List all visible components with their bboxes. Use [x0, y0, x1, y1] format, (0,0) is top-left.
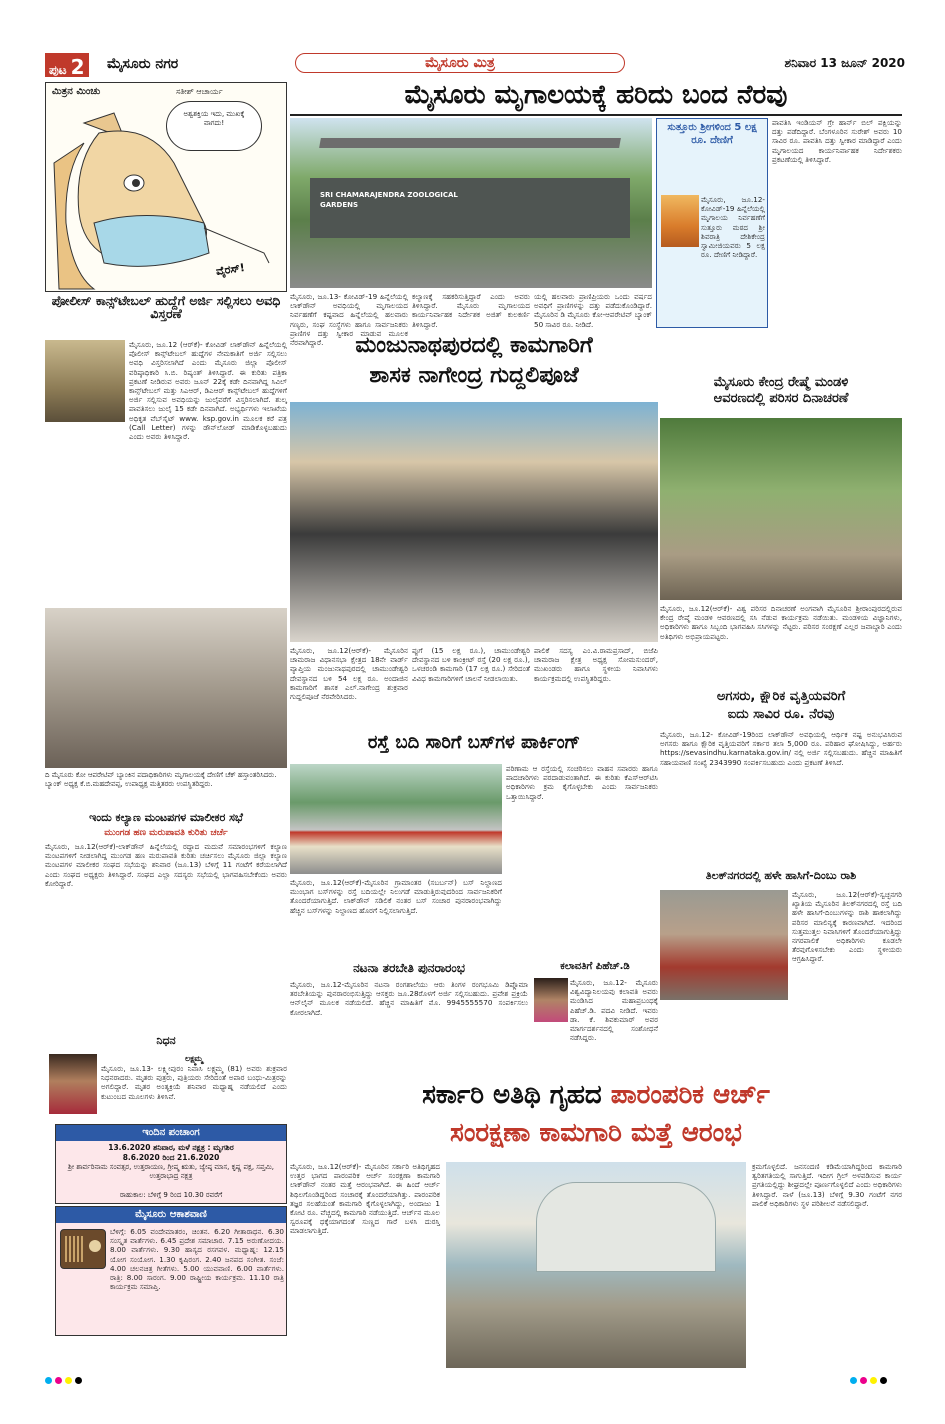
phd-article: [532, 962, 658, 1072]
radio-body: ಬೆಳಿಗ್ಗೆ: 6.05 ವಂದೇಮಾತರಂ, ಚಿಂತನ. 6.20 ಗೀತಾರಾಧನ. 6.30 ಸಂಸ್ಕೃತ ವಾರ್ತೆಗಳು. 6.45 ಪ್ರದೇಶ ಸಮಾಚಾರ. 7.15 ಅರುಣೋದಯ. 8.00 ವಾರ್ತೆಗಳು. 9.30 ಹಾಸ್ಯದ ರಸಗವಳ. ಮಧ್ಯಾಹ್ನ: 12.15 ಯೋಗ ಸಂಯೋಗ. 1.30 ಕೃಷಿರಂಗ. 2.40 ಜನಪದ ಸಂಗೀತ. ಸಂಜೆ: 4.00 ಚಲನಚಿತ್ರ ಗೀತೆಗಳು. 5.00 ಯುವವಾಣಿ. 6.00 ವಾರ್ತೆಗಳು. ರಾತ್ರಿ: 8.00 ಸಾರಂಗ. 9.00 ರಾಷ್ಟ್ರೀಯ ಕಾರ್ಯಕ್ರಮ. 11.10 ರಾತ್ರಿ ಕಾರ್ಯಕ್ರಮ ಸಮಾಪ್ತಿ.: [110, 1227, 284, 1292]
zoo-body-1: ಮೈಸೂರು, ಜೂ.13- ಕೋವಿಡ್-19 ಹಿನ್ನೆಲೆಯಲ್ಲಿ ಲಾಕ್‌ಡೌನ್ ಅವಧಿಯಲ್ಲಿ ಮೃಗಾಲಯದ ನಿರ್ವಹಣೆಗೆ ಕಷ್ಟವಾದ ಹಿನ್ನೆಲೆಯಲ್ಲಿ ಹಲವಾರು ಗಣ್ಯರು, ಸಂಘ ಸಂಸ್ಥೆಗಳು ಹಾಗೂ ಸಾರ್ವಜನಿಕರು ಪ್ರಾಣಿಗಳ ದತ್ತು ಸ್ವೀಕಾರ ಮಾಡುವ ಮೂಲಕ ನೆರವಾಗಿದ್ದಾರೆ.: [290, 292, 408, 348]
arch-article: [290, 1082, 902, 1372]
phd-body: ಮೈಸೂರು, ಜೂ.12- ಮೈಸೂರು ವಿಶ್ವವಿದ್ಯಾನಿಲಯವು ಕಲಾವತಿ ಅವರು ಮಂಡಿಸಿದ ಮಹಾಪ್ರಬಂಧಕ್ಕೆ ಪಿಹೆಚ್.ಡಿ. ಪದವಿ ನೀಡಿದೆ. ಇವರು ಡಾ. ಕೆ. ಶಿವಕುಮಾರ್ ಅವರ ಮಾರ್ಗದರ್ಶನದಲ್ಲಿ ಸಂಶೋಧನೆ ನಡೆಸಿದ್ದರು.: [570, 978, 658, 1043]
arch-headline-black: ಸರ್ಕಾರಿ ಅತಿಥಿ ಗೃಹದ: [422, 1080, 602, 1110]
kalyana-subhead: ಮುಂಗಡ ಹಣ ಮರುಪಾವತಿ ಕುರಿತು ಚರ್ಚೆ: [104, 828, 228, 838]
suttur-body: ಮೈಸೂರು, ಜೂ.12- ಕೋವಿಡ್-19 ಹಿನ್ನೆಲೆಯಲ್ಲಿ ಮೃಗಾಲಯ ನಿರ್ವಹಣೆಗೆ ಸುತ್ತೂರು ಮಠದ ಶ್ರೀ ಶಿವರಾತ್ರಿ ದೇಶಿಕೇಂದ್ರ ಸ್ವಾಮೀಜಿಯವರು 5 ಲಕ್ಷ ರೂ. ದೇಣಿಗೆ ನೀಡಿದ್ದಾರೆ.: [701, 195, 765, 260]
cartoon-title: ಮಿತ್ರನ ಮಿಂಚು: [52, 86, 101, 97]
environment-photo: [660, 418, 902, 600]
zoo-headline: ಮೈಸೂರು ಮೃಗಾಲಯಕ್ಕೆ ಹರಿದು ಬಂದ ನೆರವು: [404, 80, 788, 110]
environment-headline-2: ಆವರಣದಲ್ಲಿ ಪರಿಸರ ದಿನಾಚರಣೆ: [713, 391, 849, 406]
obituary-portrait: [49, 1054, 97, 1114]
page-header: [45, 50, 905, 80]
barbers-headline-2: ಐದು ಸಾವಿರ ರೂ. ನೆರವು: [727, 707, 835, 722]
bus-photo: [290, 764, 502, 874]
manjunath-body-3: ಪಾಲಿಕೆ ಸದಸ್ಯ ಎಂ.ವಿ.ರಾಮಪ್ರಸಾದ್, ಬಿಜೆಪಿ ಚಾಮರಾಜ ಕ್ಷೇತ್ರ ಅಧ್ಯಕ್ಷ ಸೋಮಸುಂದರ್, ಮುಖಂಡರು ಹಾಗೂ ಸ್ಥಳೀಯ ನಿವಾಸಿಗಳು ಕಾರ್ಯಕ್ರಮದಲ್ಲಿ ಉಪಸ್ಥಿತರಿದ್ದರು.: [534, 646, 658, 683]
arch-headline-2: ಸಂರಕ್ಷಣಾ ಕಾಮಗಾರಿ ಮತ್ತೆ ಆರಂಭ: [450, 1118, 742, 1148]
page-number-badge: [45, 53, 89, 77]
radio-box: [55, 1206, 287, 1336]
police-headline: ಪೋಲೀಸ್ ಕಾನ್ಸ್‌ಟೇಬಲ್ ಹುದ್ದೆಗೆ ಅರ್ಜಿ ಸಲ್ಲಿಸಲು ಅವಧಿ ವಿಸ್ತರಣೆ: [51, 293, 281, 322]
barbers-headline-1: ಅಗಸರು, ಕ್ಷೌರಿಕ ವೃತ್ತಿಯವರಿಗೆ: [716, 689, 846, 704]
environment-body: ಮೈಸೂರು, ಜೂ.12(ಆರ್‌ಕೆ)- ವಿಶ್ವ ಪರಿಸರ ದಿನಾಚರಣೆ ಅಂಗವಾಗಿ ಮೈಸೂರಿನ ಶ್ರೀರಾಂಪುರದಲ್ಲಿರುವ ಕೇಂದ್ರ ರೇಷ್ಮೆ ಮಂಡಳಿ ಆವರಣದಲ್ಲಿ ಸಸಿ ನೆಡುವ ಕಾರ್ಯಕ್ರಮ ನಡೆಯಿತು. ಮಂಡಳಿಯ ವಿಜ್ಞಾನಿಗಳು, ಅಧಿಕಾರಿಗಳು ಹಾಗೂ ಸಿಬ್ಬಂದಿ ಭಾಗವಹಿಸಿ ಸಸಿಗಳನ್ನು ನೆಟ್ಟರು. ಪರಿಸರ ಸಂರಕ್ಷಣೆ ಎಲ್ಲರ ಜವಾಬ್ದಾರಿ ಎಂದು ಅತಿಥಿಗಳು ಅಭಿಪ್ರಾಯಪಟ್ಟರು.: [660, 604, 902, 641]
zoo-gate-photo: [290, 118, 652, 288]
speech-bubble: [166, 101, 262, 151]
arch-body-2: ಕ್ರಮಗೊಳ್ಳಲಿದೆ. ಜನಸಂದಣಿ ಕಡಿಮೆಯಾಗಿದ್ದರಿಂದ ಕಾಮಗಾರಿ ತ್ವರಿತಗತಿಯಲ್ಲಿ ಸಾಗುತ್ತಿದೆ. ಇದೀಗ ಗ್ರಿಲ್ ಅಳವಡಿಸುವ ಕಾರ್ಯ ಪ್ರಗತಿಯಲ್ಲಿದ್ದು ಶೀಘ್ರದಲ್ಲೇ ಪೂರ್ಣಗೊಳ್ಳಲಿದೆ ಎಂದು ಅಧಿಕಾರಿಗಳು ತಿಳಿಸಿದ್ದಾರೆ. ನಾಳೆ (ಜೂ.13) ಬೆಳಿಗ್ಗೆ 9.30 ಗಂಟೆಗೆ ನಗರ ಪಾಲಿಕೆ ಅಧಿಕಾರಿಗಳು ಸ್ಥಳ ಪರಿಶೀಲನೆ ನಡೆಸಲಿದ್ದಾರೆ.: [752, 1162, 902, 1208]
suttur-box: [656, 118, 768, 328]
page-number: 2: [70, 55, 85, 79]
manjunath-body-1: ಮೈಸೂರು, ಜೂ.12(ಆರ್‌ಕೆ)- ಮೈಸೂರಿನ ಚಾಮರಾಜ ವಿಧಾನಸಭಾ ಕ್ಷೇತ್ರದ 18ನೇ ವಾರ್ಡ್ ವ್ಯಾಪ್ತಿಯ ಮಂಜುನಾಥಪುರದಲ್ಲಿ ಚಾಮುಂಡೇಶ್ವರಿ ದೇವಸ್ಥಾನದ ಬಳಿ 54 ಲಕ್ಷ ರೂ. ಅಂದಾಜಿನ ಕಾಮಗಾರಿಗೆ ಶಾಸಕ ಎಲ್.ನಾಗೇಂದ್ರ ಶುಕ್ರವಾರ ಗುದ್ದಲಿಪೂಜೆ ನೆರವೇರಿಸಿದರು.: [290, 646, 408, 702]
panchanga-box: [55, 1124, 287, 1204]
environment-article: [660, 376, 902, 672]
radio-speaker: [65, 1236, 85, 1262]
cartoon-box: [45, 82, 287, 292]
obituary-name: ಲಕ್ಷ್ಮಮ್ಮ: [185, 1054, 203, 1063]
radio-dial: [89, 1240, 101, 1252]
obituary-body: ಮೈಸೂರು, ಜೂ.13- ಲಕ್ಷ್ಮೀಪುರಂ ನಿವಾಸಿ ಲಕ್ಷ್ಮಮ್ಮ (81) ಅವರು ಶುಕ್ರವಾರ ನಿಧನರಾದರು. ಮೃತರು ಪುತ್ರರು, ಪುತ್ರಿಯರು ಸೇರಿದಂತೆ ಅಪಾರ ಬಂಧು-ಮಿತ್ರರನ್ನು ಅಗಲಿದ್ದಾರೆ. ಮೃತರ ಅಂತ್ಯಕ್ರಿಯೆ ಶನಿವಾರ ಮಧ್ಯಾಹ್ನ ನಡೆಯಲಿದೆ ಎಂದು ಕುಟುಂಬದ ಮೂಲಗಳು ತಿಳಿಸಿವೆ.: [101, 1064, 287, 1101]
magenta-dot: [55, 1377, 62, 1384]
phd-headline: ಕಲಾವತಿಗೆ ಪಿಹೆಚ್.ಡಿ: [560, 961, 630, 972]
phd-portrait: [534, 978, 568, 1022]
manjunath-headline-2: ಶಾಸಕ ನಾಗೇಂದ್ರ ಗುದ್ದಲಿಪೂಜೆ: [369, 363, 579, 388]
speech-bubble-text: ಅಶ್ವಶಕ್ತಿಯ ಇದು, ಮುಖಕ್ಕೆ ವಾಗದು!: [183, 110, 245, 127]
arch-body-1: ಮೈಸೂರು, ಜೂ.12(ಆರ್‌ಕೆ)- ಮೈಸೂರಿನ ಸರ್ಕಾರಿ ಅತಿಥಿಗೃಹದ ಉತ್ತರ ಭಾಗದ ಪಾರಂಪರಿಕ ಆರ್ಚ್ ಸಂರಕ್ಷಣಾ ಕಾಮಗಾರಿ ಲಾಕ್‌ಡೌನ್ ನಂತರ ಮತ್ತೆ ಆರಂಭವಾಗಿದೆ. ಈ ಹಿಂದೆ ಆರ್ಚ್ ಶಿಥಿಲಗೊಂಡಿದ್ದರಿಂದ ಸಂಚಾರಕ್ಕೆ ತೊಂದರೆಯಾಗಿತ್ತು. ಪಾರಂಪರಿಕ ತಜ್ಞರ ಸಲಹೆಯಂತೆ ಕಾಮಗಾರಿ ಕೈಗೊಳ್ಳಲಾಗಿದ್ದು, ಅಂದಾಜು 1 ಕೋಟಿ ರೂ. ವೆಚ್ಚದಲ್ಲಿ ಕಾಮಗಾರಿ ನಡೆಯುತ್ತಿದೆ. ಆರ್ಚ್‌ನ ಮೂಲ ಸ್ವರೂಪಕ್ಕೆ ಧಕ್ಕೆಯಾಗದಂತೆ ಸುಣ್ಣದ ಗಾರೆ ಬಳಸಿ ದುರಸ್ತಿ ಮಾಡಲಾಗುತ್ತಿದೆ.: [290, 1162, 440, 1236]
yellow-dot: [870, 1377, 877, 1384]
panchanga-line4: ರಾಹುಕಾಲ: ಬೆಳಿಗ್ಗೆ 9 ರಿಂದ 10.30 ರವರೆಗೆ: [119, 1191, 223, 1199]
obituary-heading: ನಿಧನ: [156, 1034, 176, 1047]
barbers-article: [660, 690, 902, 862]
cartoon-artist: ಸತೀಶ್ ಆಚಾರ್ಯ: [176, 87, 223, 96]
panchanga-line2: 8.6.2020 ರಿಂದ 21.6.2020: [122, 1153, 220, 1162]
cyan-dot: [850, 1377, 857, 1384]
zoo-gate-canopy: [319, 138, 621, 148]
bank-donation-photo-block: [45, 608, 287, 808]
theatre-headline: ನಟನಾ ತರಬೇತಿ ಪುನರಾರಂಭ: [353, 961, 465, 975]
environment-headline-1: ಮೈಸೂರು ಕೇಂದ್ರ ರೇಷ್ಮೆ ಮಂಡಳಿ: [713, 375, 849, 390]
bus-body-1: ಮೈಸೂರು, ಜೂ.12(ಆರ್‌ಕೆ)-ಮೈಸೂರಿನ ಗ್ರಾಮಾಂತರ (ಸಬರ್ಬನ್) ಬಸ್ ನಿಲ್ದಾಣದ ಮುಂಭಾಗ ಬಸ್‌ಗಳನ್ನು ರಸ್ತೆ ಬದಿಯಲ್ಲೇ ನಿಲುಗಡೆ ಮಾಡುತ್ತಿರುವುದರಿಂದ ಸಾರ್ವಜನಿಕರಿಗೆ ತೊಂದರೆಯಾಗುತ್ತಿದೆ. ಲಾಕ್‌ಡೌನ್ ಸಡಿಲಿಕೆ ನಂತರ ಬಸ್ ಸಂಚಾರ ಪುನರಾರಂಭವಾಗಿದ್ದು ಹೆಚ್ಚಿನ ಬಸ್‌ಗಳನ್ನು ನಿಲ್ದಾಣದ ಹೊರಗೆ ನಿಲ್ಲಿಸಲಾಗುತ್ತಿದೆ.: [290, 878, 502, 915]
arch-photo: [446, 1162, 746, 1368]
obituary-block: [45, 1034, 287, 1119]
cyan-dot: [45, 1377, 52, 1384]
bus-body-2: ಪರಿಣಾಮ ಆ ರಸ್ತೆಯಲ್ಲಿ ಸಂಚರಿಸಲು ವಾಹನ ಸವಾರರು ಹಾಗೂ ಪಾದಚಾರಿಗಳು ಪರದಾಡುವಂತಾಗಿದೆ. ಈ ಕುರಿತು ಕೆಎಸ್‌ಆರ್‌ಟಿಸಿ ಅಧಿಕಾರಿಗಳು ಕ್ರಮ ಕೈಗೊಳ್ಳಬೇಕು ಎಂದು ಸಾರ್ವಜನಿಕರು ಒತ್ತಾಯಿಸಿದ್ದಾರೆ.: [506, 764, 658, 801]
kalyana-body: ಮೈಸೂರು, ಜೂ.12(ಆರ್‌ಕೆ)-ಲಾಕ್‌ಡೌನ್ ಹಿನ್ನೆಲೆಯಲ್ಲಿ ರದ್ದಾದ ಮದುವೆ ಸಮಾರಂಭಗಳಿಗೆ ಕಲ್ಯಾಣ ಮಂಟಪಗಳಿಗೆ ನೀಡಲಾಗಿದ್ದ ಮುಂಗಡ ಹಣ ಮರುಪಾವತಿ ಕುರಿತು ಚರ್ಚಿಸಲು ಮೈಸೂರು ಜಿಲ್ಲಾ ಕಲ್ಯಾಣ ಮಂಟಪಗಳ ಮಾಲೀಕರ ಸಂಘದ ಸಭೆಯನ್ನು ಶನಿವಾರ (ಜೂ.13) ಬೆಳಿಗ್ಗೆ 11 ಗಂಟೆಗೆ ಕರೆಯಲಾಗಿದೆ ಎಂದು ಸಂಘದ ಅಧ್ಯಕ್ಷರು ತಿಳಿಸಿದ್ದಾರೆ. ಸಂಘದ ಎಲ್ಲಾ ಸದಸ್ಯರು ಸಭೆಯಲ್ಲಿ ಭಾಗವಹಿಸಬೇಕೆಂದು ಅವರು ಕೋರಿದ್ದಾರೆ.: [45, 842, 287, 888]
registration-marks-left: [45, 1377, 105, 1385]
issue-date: ಶನಿವಾರ 13 ಜೂನ್ 2020: [784, 56, 905, 70]
zoo-gate-text: SRI CHAMARAJENDRA ZOOLOGICAL GARDENS: [320, 191, 458, 209]
zoo-headline-box: [290, 82, 902, 116]
arch-structure: [536, 1182, 716, 1272]
kalyana-article: [45, 812, 287, 1032]
tilak-body: ಮೈಸೂರು, ಜೂ.12(ಆರ್‌ಕೆ)-ಸ್ವಚ್ಛನಗರಿ ಖ್ಯಾತಿಯ ಮೈಸೂರಿನ ತಿಲಕ್‌ನಗರದಲ್ಲಿ ರಸ್ತೆ ಬದಿ ಹಳೇ ಹಾಸಿಗೆ-ದಿಂಬುಗಳನ್ನು ರಾಶಿ ಹಾಕಲಾಗಿದ್ದು ಪರಿಸರ ಮಾಲಿನ್ಯಕ್ಕೆ ಕಾರಣವಾಗಿದೆ. ಇದರಿಂದ ಸುತ್ತಮುತ್ತಲ ನಿವಾಸಿಗಳಿಗೆ ತೊಂದರೆಯಾಗುತ್ತಿದ್ದು ನಗರಪಾಲಿಕೆ ಅಧಿಕಾರಿಗಳು ಕೂಡಲೇ ತೆರವುಗೊಳಿಸಬೇಕು ಎಂದು ಸ್ಥಳೀಯರು ಆಗ್ರಹಿಸಿದ್ದಾರೆ.: [792, 890, 902, 964]
zoo-body-3: ಯಲ್ಲಿ ಹಲವಾರು ಪ್ರಾಣಿಪ್ರಿಯರು ಒಂದು ವರ್ಷದ ಅವಧಿಗೆ ಪ್ರಾಣಿಗಳನ್ನು ದತ್ತು ಪಡೆದುಕೊಂಡಿದ್ದಾರೆ. ಮೈಸೂರಿನ ಡಿ ಮೈಸೂರು ಕೋ-ಆಪರೇಟಿವ್ ಬ್ಯಾಂಕ್ 50 ಸಾವಿರ ರೂ. ನೀಡಿದೆ.: [534, 292, 652, 329]
zoo-body-right: ಪಾವತಿಸಿ ಇಂಡಿಯನ್ ಗ್ರೇ ಹಾರ್ನ್ ಬಿಲ್ ಪಕ್ಷಿಯನ್ನು ದತ್ತು ಪಡೆದಿದ್ದಾರೆ. ಬೆಂಗಳೂರಿನ ಸುರೇಶ್ ಅವರು 10 ಸಾವಿರ ರೂ. ಪಾವತಿಸಿ ದತ್ತು ಸ್ವೀಕಾರ ಮಾಡಿದ್ದಾರೆ ಎಂದು ಮೃಗಾಲಯದ ಕಾರ್ಯನಿರ್ವಾಹಕ ನಿರ್ದೇಶಕರು ಪ್ರಕಟಣೆಯಲ್ಲಿ ತಿಳಿಸಿದ್ದಾರೆ.: [772, 118, 902, 164]
police-article: [45, 294, 287, 606]
black-dot: [75, 1377, 82, 1384]
page-label: ಪುಟ: [49, 63, 67, 77]
bus-headline: ರಸ್ತೆ ಬದಿ ಸಾರಿಗೆ ಬಸ್‌ಗಳ ಪಾರ್ಕಿಂಗ್: [367, 732, 581, 753]
manjunath-body-2: ಪ್ಪುಗೆ (15 ಲಕ್ಷ ರೂ.), ಚಾಮುಂಡೇಶ್ವರಿ ದೇವಸ್ಥಾನದ ಬಳಿ ಕಾಂಕ್ರೀಟ್ ರಸ್ತೆ (20 ಲಕ್ಷ ರೂ.), ಒಳಚರಂಡಿ ಕಾಮಗಾರಿ (17 ಲಕ್ಷ ರೂ.) ಸೇರಿದಂತೆ ವಿವಿಧ ಕಾಮಗಾರಿಗಳಿಗೆ ಚಾಲನೆ ನೀಡಲಾಯಿತು.: [412, 646, 530, 683]
black-dot: [880, 1377, 887, 1384]
manjunath-photo: [290, 402, 658, 642]
arch-headline-1: [290, 1082, 902, 1109]
registration-marks-right: [850, 1377, 910, 1385]
zoo-body-2: ಕಲ್ಯಾಣಕ್ಕೆ ಸಹಕರಿಸುತ್ತಿದ್ದಾರೆ ಎಂದು ಅವರು ತಿಳಿಸಿದ್ದಾರೆ. ಮೈಸೂರು ಮೃಗಾಲಯದ ಕಾರ್ಯನಿರ್ವಾಹಕ ನಿರ್ದೇಶಕ ಅಜಿತ್ ಕುಲಕರ್ಣಿ ತಿಳಿಸಿದ್ದಾರೆ.: [412, 292, 530, 329]
police-photo: [45, 340, 125, 422]
manjunath-article: [290, 330, 658, 730]
barbers-body: ಮೈಸೂರು, ಜೂ.12- ಕೋವಿಡ್-19ರಿಂದ ಲಾಕ್‌ಡೌನ್ ಅವಧಿಯಲ್ಲಿ ಆರ್ಥಿಕ ನಷ್ಟ ಅನುಭವಿಸಿರುವ ಅಗಸರು ಹಾಗೂ ಕ್ಷೌರಿಕ ವೃತ್ತಿಯವರಿಗೆ ಸರ್ಕಾರ ತಲಾ 5,000 ರೂ. ಪರಿಹಾರ ಘೋಷಿಸಿದ್ದು, ಅರ್ಹರು https://sevasindhu.karnataka.gov.in/ ನಲ್ಲಿ ಅರ್ಜಿ ಸಲ್ಲಿಸಬಹುದು. ಹೆಚ್ಚಿನ ಮಾಹಿತಿಗೆ ಸಹಾಯವಾಣಿ ಸಂಖ್ಯೆ 2343990 ಸಂಪರ್ಕಿಸಬಹುದು ಎಂದು ಪ್ರಕಟಣೆ ತಿಳಿಸಿದೆ.: [660, 730, 902, 767]
swamiji-photo: [661, 195, 699, 247]
police-body: ಮೈಸೂರು, ಜೂ.12 (ಆರ್‌ಕೆ)- ಕೋವಿಡ್ ಲಾಕ್‌ಡೌನ್ ಹಿನ್ನೆಲೆಯಲ್ಲಿ ಪೊಲೀಸ್ ಕಾನ್ಸ್‌ಟೇಬಲ್ ಹುದ್ದೆಗಳ ನೇಮಕಾತಿಗೆ ಅರ್ಜಿ ಸಲ್ಲಿಸಲು ಅವಧಿ ವಿಸ್ತರಿಸಲಾಗಿದೆ ಎಂದು ಮೈಸೂರು ಜಿಲ್ಲಾ ಪೊಲೀಸ್ ವರಿಷ್ಠಾಧಿಕಾರಿ ಸಿ.ಬಿ. ರಿಷ್ಯಂತ್ ತಿಳಿಸಿದ್ದಾರೆ. ಈ ಕುರಿತು ಪತ್ರಿಕಾ ಪ್ರಕಟಣೆ ನೀಡಿರುವ ಅವರು ಜೂನ್ 22ಕ್ಕೆ ಕಡೇ ದಿನವಾಗಿದ್ದ ಸಿವಿಲ್ ಕಾನ್ಸ್‌ಟೇಬಲ್ ಮತ್ತು ಸಿಎಆರ್, ಡಿಎಆರ್ ಕಾನ್ಸ್‌ಟೇಬಲ್ ಹುದ್ದೆಗಳಿಗೆ ಅರ್ಜಿ ಸಲ್ಲಿಸುವ ಅವಧಿಯನ್ನು ಜುಲೈವರೆಗೆ ವಿಸ್ತರಿಸಲಾಗಿದೆ. ಶುಲ್ಕ ಪಾವತಿಸಲು ಜುಲೈ 15 ಕಡೇ ದಿನವಾಗಿದೆ. ಅಭ್ಯರ್ಥಿಗಳು ಇಲಾಖೆಯ ಅಧಿಕೃತ ವೆಬ್‌ಸೈಟ್ www. ksp.gov.in ಮೂಲಕ ಕರೆ ಪತ್ರ (Call Letter) ಗಳನ್ನು ಡೌನ್‌ಲೋಡ್ ಮಾಡಿಕೊಳ್ಳಬಹುದು ಎಂದು ಅವರು ತಿಳಿಸಿದ್ದಾರೆ.: [129, 340, 287, 442]
radio-icon: [60, 1229, 106, 1269]
tilak-headline: ತಿಲಕ್‌ನಗರದಲ್ಲಿ ಹಳೇ ಹಾಸಿಗೆ-ದಿಂಬು ರಾಶಿ: [705, 869, 857, 882]
yellow-dot: [65, 1377, 72, 1384]
theatre-body: ಮೈಸೂರು, ಜೂ.12-ಮೈಸೂರಿನ ನಟನಾ ರಂಗಶಾಲೆಯು ಆರು ತಿಂಗಳ ರಂಗಭೂಮಿ ಡಿಪ್ಲೊಮಾ ತರಬೇತಿಯನ್ನು ಪುನರಾರಂಭಿಸುತ್ತಿದ್ದು ಆಸಕ್ತರು ಜೂ.28ರೊಳಗೆ ಅರ್ಜಿ ಸಲ್ಲಿಸಬಹುದು. ಪ್ರವೇಶ ಪ್ರಕ್ರಿಯೆ ಆನ್‌ಲೈನ್ ಮೂಲಕ ನಡೆಯಲಿದೆ. ಹೆಚ್ಚಿನ ಮಾಹಿತಿಗೆ ಮೊ. 9945555570 ಸಂಪರ್ಕಿಸಲು ಕೋರಲಾಗಿದೆ.: [290, 980, 528, 1017]
bank-donation-caption: ದಿ ಮೈಸೂರು ಕೋ ಆಪರೇಟಿವ್ ಬ್ಯಾಂಕಿನ ಪದಾಧಿಕಾರಿಗಳು ಮೃಗಾಲಯಕ್ಕೆ ದೇಣಿಗೆ ಚೆಕ್ ಹಸ್ತಾಂತರಿಸಿದರು. ಬ್ಯಾಂಕ್ ಅಧ್ಯಕ್ಷ ಕೆ.ಬಿ.ಮಹದೇವಪ್ಪ, ಉಪಾಧ್ಯಕ್ಷ ಮತ್ತಿತರರು ಉಪಸ್ಥಿತರಿದ್ದರು.: [45, 771, 277, 788]
cartoon-tag: ವೈರಸ್!: [215, 261, 246, 278]
panchanga-title: ಇಂದಿನ ಪಂಚಾಂಗ: [56, 1125, 286, 1141]
suttur-headline: ಸುತ್ತೂರು ಶ್ರೀಗಳಿಂದ 5 ಲಕ್ಷ ರೂ. ದೇಣಿಗೆ: [667, 122, 757, 146]
tilak-article: [660, 870, 902, 1090]
kalyana-headline: ಇಂದು ಕಲ್ಯಾಣ ಮಂಟಪಗಳ ಮಾಲೀಕರ ಸಭೆ: [89, 811, 243, 824]
panchanga-line1: 13.6.2020 ಶನಿವಾರ, ಮಳೆ ನಕ್ಷತ್ರ : ಮೃಗಶಿರ: [108, 1143, 234, 1152]
magenta-dot: [860, 1377, 867, 1384]
bank-donation-photo: [45, 608, 287, 768]
tilak-photo: [660, 890, 788, 1000]
radio-title: ಮೈಸೂರು ಆಕಾಶವಾಣಿ: [56, 1207, 286, 1223]
section-name: ಮೈಸೂರು ನಗರ: [107, 56, 179, 72]
masthead-logo: ಮೈಸೂರು ಮಿತ್ರ: [295, 53, 625, 73]
panchanga-line3: ಶ್ರೀ ಶಾರ್ವರಿನಾಮ ಸಂವತ್ಸರ, ಉತ್ತರಾಯಣ, ಗ್ರೀಷ್ಮ ಋತು, ಜ್ಯೇಷ್ಠ ಮಾಸ, ಕೃಷ್ಣ ಪಕ್ಷ, ಸಪ್ತಮಿ, ಉತ್ತರಾಭಾದ್ರ ನಕ್ಷತ್ರ: [67, 1163, 275, 1180]
manjunath-headline-1: ಮಂಜುನಾಥಪುರದಲ್ಲಿ ಕಾಮಗಾರಿಗೆ: [355, 333, 593, 358]
bus-article: [290, 734, 658, 960]
theatre-article: [290, 962, 528, 1072]
arch-headline-red: ಪಾರಂಪರಿಕ ಆರ್ಚ್: [610, 1080, 770, 1110]
